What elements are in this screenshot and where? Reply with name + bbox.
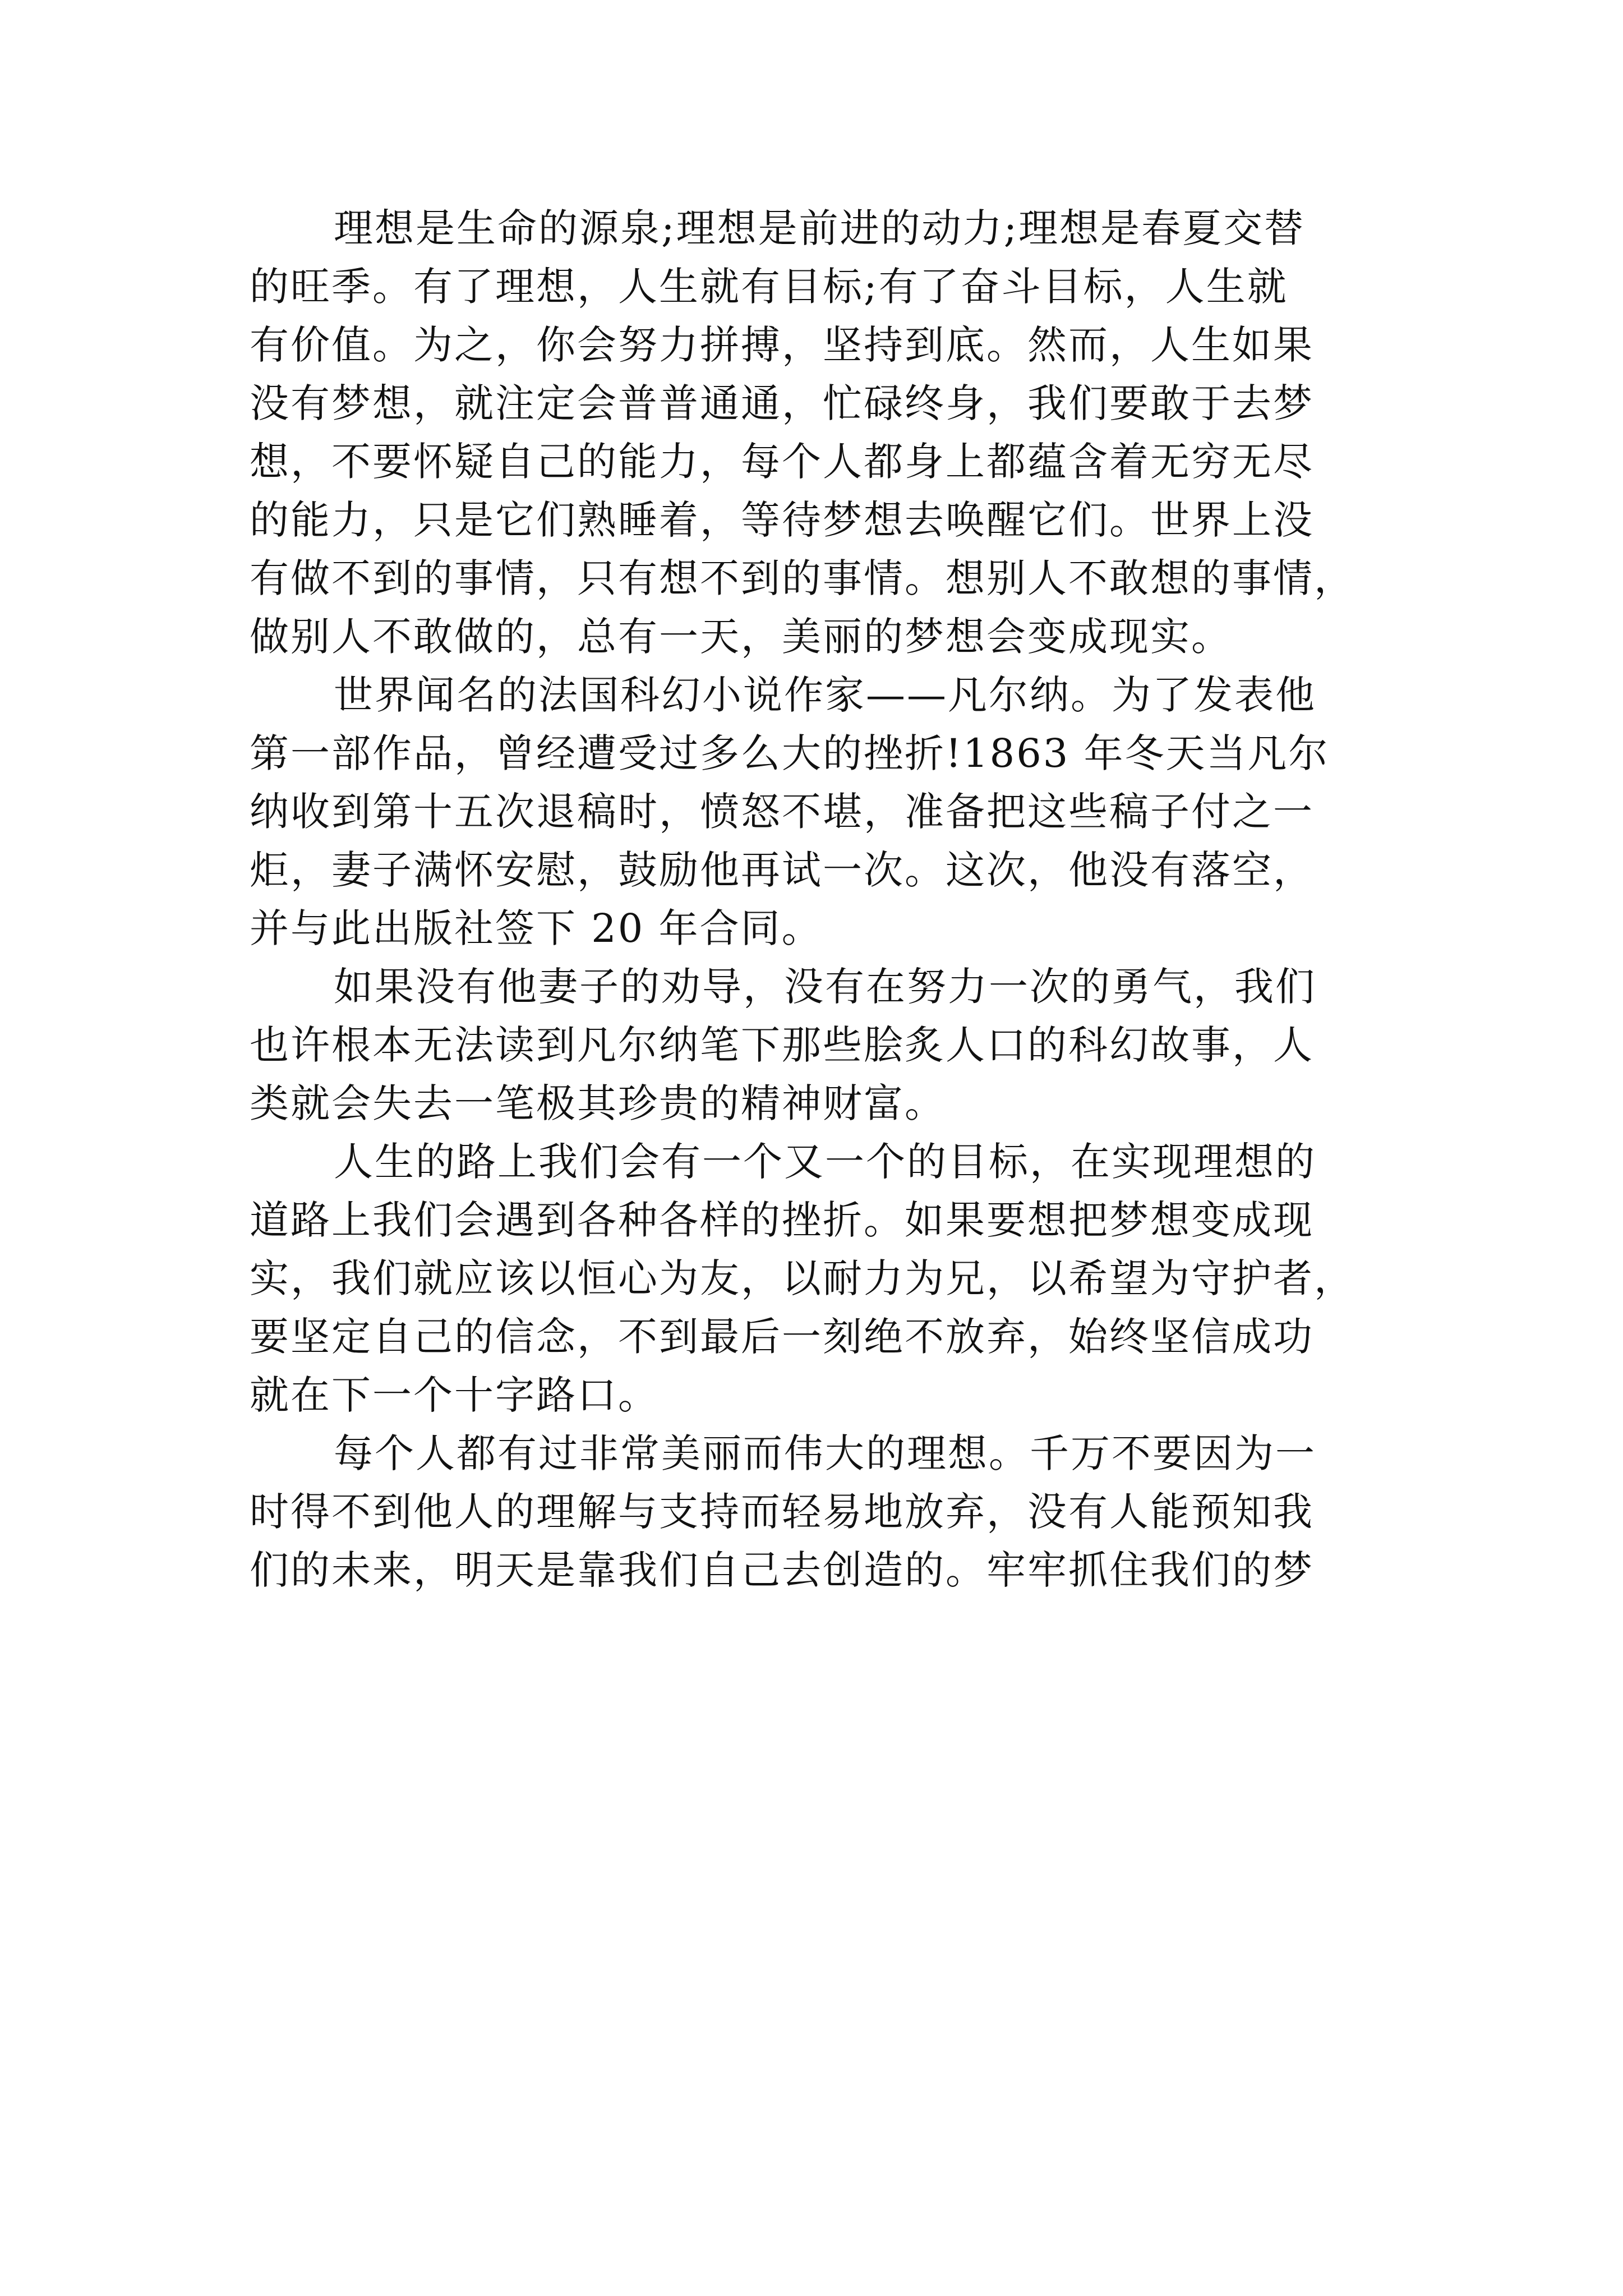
text-line: 没有梦想，就注定会普普通通，忙碌终身，我们要敢于去梦: [250, 380, 1314, 426]
text-line: 每个人都有过非常美丽而伟大的理想。千万不要因为一: [334, 1430, 1316, 1476]
paragraph-2: [250, 666, 1394, 958]
text-line: 炬，妻子满怀安慰，鼓励他再试一次。这次，他没有落空，: [250, 847, 1314, 893]
text-line: 纳收到第十五次退稿时，愤怒不堪，准备把这些稿子付之一: [250, 789, 1314, 835]
text-line: 实，我们就应该以恒心为友，以耐力为兄，以希望为守护者，: [250, 1255, 1355, 1301]
text-line: 人生的路上我们会有一个又一个的目标，在实现理想的: [334, 1139, 1316, 1185]
document-body: [250, 199, 1394, 1599]
text-line: 理想是生命的源泉;理想是前进的动力;理想是春夏交替: [334, 205, 1306, 251]
paragraph-4: [250, 1133, 1394, 1424]
paragraph-3: [250, 958, 1394, 1133]
text-line: 类就会失去一笔极其珍贵的精神财富。: [250, 1080, 946, 1126]
text-line: 有价值。为之，你会努力拼搏，坚持到底。然而，人生如果: [250, 322, 1314, 368]
text-line: 的旺季。有了理想，人生就有目标;有了奋斗目标，人生就: [250, 264, 1288, 310]
text-line: 道路上我们会遇到各种各样的挫折。如果要想把梦想变成现: [250, 1197, 1314, 1243]
text-line: 世界闻名的法国科幻小说作家——凡尔纳。为了发表他: [334, 672, 1316, 718]
paragraph-5: [250, 1424, 1394, 1599]
text-line: 也许根本无法读到凡尔纳笔下那些脍炙人口的科幻故事，人: [250, 1022, 1314, 1068]
text-line: 想，不要怀疑自己的能力，每个人都身上都蕴含着无穷无尽: [250, 439, 1314, 485]
text-line: 有做不到的事情，只有想不到的事情。想别人不敢想的事情，: [250, 555, 1355, 601]
text-line: 就在下一个十字路口。: [250, 1372, 659, 1418]
paragraph-1: [250, 199, 1394, 666]
text-line: 要坚定自己的信念，不到最后一刻绝不放弃，始终坚信成功: [250, 1314, 1314, 1360]
text-line: 如果没有他妻子的劝导，没有在努力一次的勇气，我们: [334, 964, 1316, 1010]
text-line: 们的未来，明天是靠我们自己去创造的。牢牢抓住我们的梦: [250, 1547, 1314, 1593]
text-line: 第一部作品，曾经遭受过多么大的挫折!1863 年冬天当凡尔: [250, 730, 1330, 776]
text-line: 做别人不敢做的，总有一天，美丽的梦想会变成现实。: [250, 614, 1232, 660]
text-line: 并与此出版社签下 20 年合同。: [250, 905, 823, 951]
text-line: 时得不到他人的理解与支持而轻易地放弃，没有人能预知我: [250, 1489, 1314, 1535]
text-line: 的能力，只是它们熟睡着，等待梦想去唤醒它们。世界上没: [250, 497, 1314, 543]
